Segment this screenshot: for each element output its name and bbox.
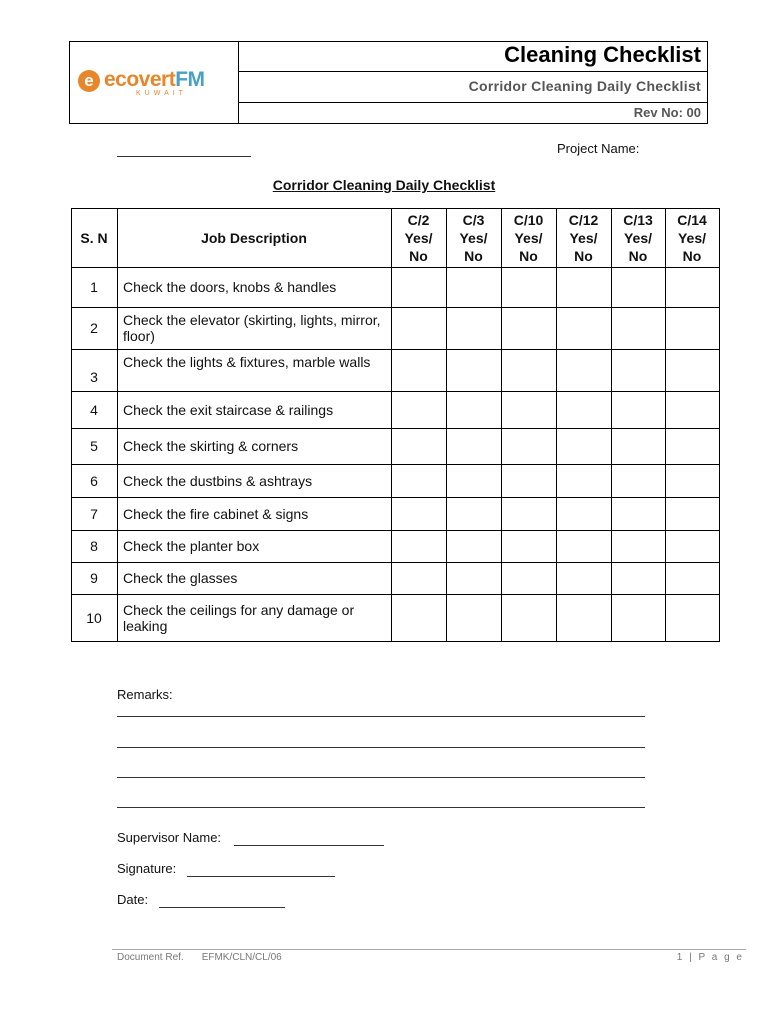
check-cell[interactable] <box>665 267 719 307</box>
column-header-check <box>446 208 501 267</box>
job-description-text: Check the skirting & corners <box>123 438 299 454</box>
check-cell[interactable] <box>446 530 501 562</box>
column-header-id: C/10 <box>513 211 544 228</box>
check-cell[interactable] <box>391 349 446 391</box>
page-subtitle: Corridor Cleaning Daily Checklist <box>468 78 701 94</box>
supervisor-name-field[interactable] <box>234 845 384 846</box>
column-header-id: C/2 <box>407 211 430 228</box>
row-number: 7 <box>90 505 98 522</box>
column-header-sn: S. N <box>80 229 108 246</box>
signature-label: Signature: <box>117 861 177 876</box>
check-cell[interactable] <box>611 464 665 497</box>
check-cell[interactable] <box>391 464 446 497</box>
column-header-yes: Yes/ <box>459 229 488 246</box>
footer-divider <box>112 949 746 950</box>
column-header-no: No <box>574 247 593 264</box>
column-header-yes: Yes/ <box>623 229 653 246</box>
table-gridline <box>71 641 720 642</box>
header-revision-row <box>239 103 707 123</box>
check-cell[interactable] <box>501 562 556 594</box>
logo-subtext: KUWAIT <box>136 90 187 97</box>
remarks-line[interactable] <box>117 747 645 748</box>
check-cell[interactable] <box>665 307 719 349</box>
doc-ref-label: Document Ref. <box>117 952 184 963</box>
column-header-no: No <box>464 247 483 264</box>
column-header-id: C/12 <box>568 211 599 228</box>
signature-field[interactable] <box>187 876 335 877</box>
revision-number: Rev No: 00 <box>633 105 701 120</box>
check-cell[interactable] <box>501 530 556 562</box>
check-cell[interactable] <box>556 497 611 530</box>
check-cell[interactable] <box>611 307 665 349</box>
project-name-label: Project Name: <box>557 141 640 156</box>
row-number: 2 <box>90 320 98 336</box>
check-cell[interactable] <box>556 267 611 307</box>
job-description-text: Check the fire cabinet & signs <box>123 505 309 522</box>
row-number: 10 <box>86 609 102 626</box>
column-header-check <box>665 208 719 267</box>
job-description <box>117 530 391 562</box>
column-header-check <box>556 208 611 267</box>
row-number: 8 <box>90 538 98 554</box>
check-cell[interactable] <box>665 497 719 530</box>
check-cell[interactable] <box>501 428 556 464</box>
check-cell[interactable] <box>611 428 665 464</box>
check-cell[interactable] <box>611 349 665 391</box>
table-heading: Corridor Cleaning Daily Checklist <box>272 177 496 193</box>
check-cell[interactable] <box>665 594 719 641</box>
column-header-yes: Yes/ <box>514 229 543 246</box>
check-cell[interactable] <box>501 391 556 428</box>
column-header-no: No <box>519 247 538 264</box>
date-field[interactable] <box>159 907 285 908</box>
check-cell[interactable] <box>611 391 665 428</box>
check-cell[interactable] <box>611 562 665 594</box>
check-cell[interactable] <box>446 562 501 594</box>
company-logo <box>78 68 234 102</box>
check-cell[interactable] <box>501 349 556 391</box>
row-number: 1 <box>90 279 98 295</box>
logo-word-accent: FM <box>175 68 205 91</box>
check-cell[interactable] <box>391 428 446 464</box>
check-cell[interactable] <box>556 594 611 641</box>
header-title-row <box>239 42 707 72</box>
logo-word-main: ecovert <box>104 68 176 91</box>
column-header-no: No <box>682 247 702 264</box>
check-cell[interactable] <box>446 497 501 530</box>
remarks-label: Remarks: <box>117 687 173 702</box>
doc-ref-value: EFMK/CLN/CL/06 <box>201 952 282 963</box>
job-description <box>117 594 391 641</box>
row-number: 3 <box>90 369 98 385</box>
job-description <box>117 562 391 594</box>
column-header-yes: Yes/ <box>569 229 598 246</box>
check-cell[interactable] <box>556 562 611 594</box>
job-description <box>117 497 391 530</box>
column-header-description: Job Description <box>201 229 307 246</box>
column-header-id: C/3 <box>462 211 485 228</box>
check-cell[interactable] <box>446 267 501 307</box>
job-description <box>117 307 391 349</box>
footer-doc-ref <box>117 952 282 963</box>
logo-wordmark <box>104 68 205 92</box>
check-cell[interactable] <box>446 391 501 428</box>
check-cell[interactable] <box>611 267 665 307</box>
column-header-check <box>391 208 446 267</box>
check-cell[interactable] <box>556 349 611 391</box>
table-gridline <box>719 208 720 642</box>
check-cell[interactable] <box>391 267 446 307</box>
check-cell[interactable] <box>556 530 611 562</box>
check-cell[interactable] <box>391 307 446 349</box>
column-header-check <box>611 208 665 267</box>
check-cell[interactable] <box>665 349 719 391</box>
header-subtitle-row <box>239 72 707 103</box>
check-cell[interactable] <box>501 307 556 349</box>
check-cell[interactable] <box>501 497 556 530</box>
job-description <box>117 464 391 497</box>
job-description-text: Check the planter box <box>123 538 260 554</box>
check-cell[interactable] <box>665 530 719 562</box>
project-name-field[interactable] <box>117 156 251 157</box>
check-cell[interactable] <box>391 562 446 594</box>
page-number: 1 | P a g e <box>676 952 744 963</box>
remarks-line[interactable] <box>117 716 645 717</box>
page-title: Cleaning Checklist <box>504 42 701 67</box>
logo-mark-icon: e <box>78 70 100 92</box>
job-description-text: Check the lights & fixtures, marble walls <box>123 354 371 370</box>
check-cell[interactable] <box>665 562 719 594</box>
column-header-id: C/14 <box>677 211 707 228</box>
column-header-no: No <box>409 247 428 264</box>
check-cell[interactable] <box>446 307 501 349</box>
date-label: Date: <box>117 892 149 907</box>
row-number: 6 <box>90 472 98 489</box>
check-cell[interactable] <box>556 428 611 464</box>
job-description-text: Check the glasses <box>123 570 238 586</box>
check-cell[interactable] <box>391 530 446 562</box>
job-description <box>117 267 391 307</box>
job-description <box>117 391 391 428</box>
row-number: 5 <box>90 438 98 454</box>
job-description-text: Check the ceilings for any damage or leaking <box>123 601 355 634</box>
check-cell[interactable] <box>611 530 665 562</box>
remarks-line[interactable] <box>117 777 645 778</box>
check-cell[interactable] <box>611 497 665 530</box>
job-description-text: Check the doors, knobs & handles <box>123 279 337 295</box>
job-description <box>117 349 391 391</box>
check-cell[interactable] <box>556 464 611 497</box>
supervisor-name-label: Supervisor Name: <box>117 830 222 845</box>
row-number: 9 <box>90 570 98 586</box>
check-cell[interactable] <box>501 594 556 641</box>
column-header-yes: Yes/ <box>404 229 433 246</box>
checklist-table <box>71 208 720 642</box>
check-cell[interactable] <box>665 464 719 497</box>
row-number: 4 <box>90 401 98 418</box>
check-cell[interactable] <box>501 464 556 497</box>
column-header-no: No <box>628 247 648 264</box>
check-cell[interactable] <box>665 391 719 428</box>
check-cell[interactable] <box>446 428 501 464</box>
check-cell[interactable] <box>611 594 665 641</box>
check-cell[interactable] <box>391 497 446 530</box>
job-description <box>117 428 391 464</box>
check-cell[interactable] <box>556 307 611 349</box>
column-header-check <box>501 208 556 267</box>
remarks-line[interactable] <box>117 807 645 808</box>
check-cell[interactable] <box>446 594 501 641</box>
document-header <box>69 41 708 124</box>
check-cell[interactable] <box>556 391 611 428</box>
job-description-text: Check the exit staircase & railings <box>123 401 334 418</box>
job-description-text: Check the dustbins & ashtrays <box>123 472 313 489</box>
check-cell[interactable] <box>391 594 446 641</box>
check-cell[interactable] <box>665 428 719 464</box>
job-description-text: Check the elevator (skirting, lights, mirror, floor) <box>123 312 381 344</box>
logo-cell <box>70 42 239 123</box>
column-header-yes: Yes/ <box>677 229 707 246</box>
column-header-id: C/13 <box>623 211 653 228</box>
check-cell[interactable] <box>446 349 501 391</box>
check-cell[interactable] <box>446 464 501 497</box>
check-cell[interactable] <box>501 267 556 307</box>
check-cell[interactable] <box>391 391 446 428</box>
